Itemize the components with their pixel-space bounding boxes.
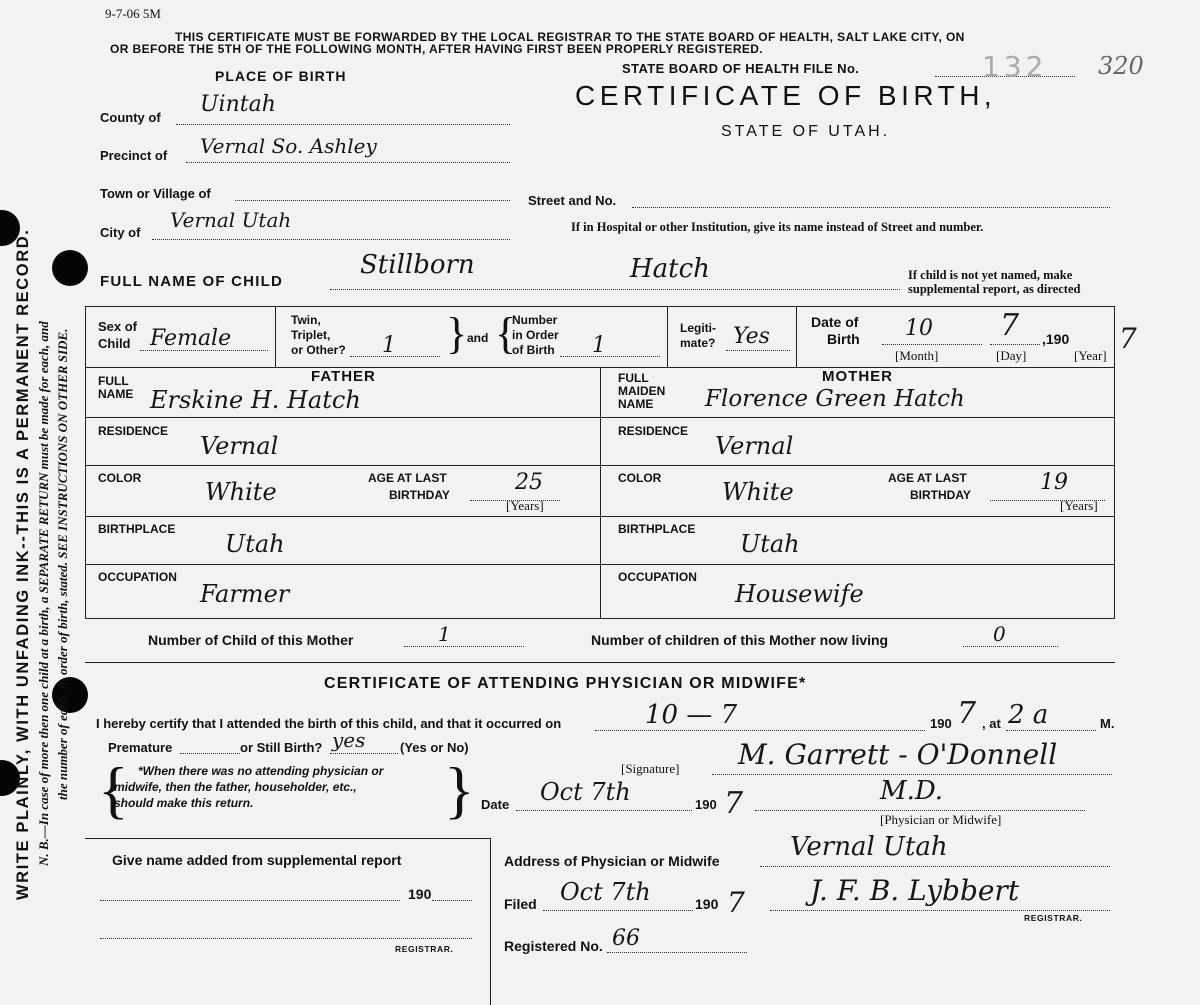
unnamed-note2: supplemental report, as directed [908,282,1081,296]
yes-no-label: (Yes or No) [400,740,469,755]
city-label: City of [100,225,141,240]
dob-day: 7 [1000,308,1020,343]
father-age-label1: AGE AT LAST [368,471,447,485]
street-label: Street and No. [528,193,617,208]
father-name-label1: FULL [98,374,129,388]
order-label1: Number [512,313,558,327]
hospital-note: If in Hospital or other Institution, give its name instead of Street and number. [571,220,984,234]
physician-md: M.D. [880,776,944,806]
supplemental-heading: Give name added from supplemental report [112,852,402,868]
registered-label: Registered No. [504,938,603,954]
form-code: 9-7-06 5M [105,6,161,21]
file-label: STATE BOARD OF HEALTH FILE No. [622,61,860,76]
mother-occupation-value: Housewife [735,580,864,608]
side-note-line2: the number of each, in order of birth, stated. SEE INSTRUCTIONS ON OTHER SIDE. [55,328,70,800]
dob-year: 7 [1119,322,1137,355]
premature-label: Premature [108,740,173,755]
registrar-label: REGISTRAR. [1024,913,1083,923]
side-notice-text: WRITE PLAINLY, WITH UNFADING INK--THIS IS A PERMANENT RECORD. [14,228,32,900]
mother-birthplace-label: BIRTHPLACE [618,522,696,536]
father-age-label2: BIRTHDAY [389,488,450,502]
mother-age-value: 19 [1040,470,1068,495]
mother-age-label1: AGE AT LAST [888,471,967,485]
father-occupation-value: Farmer [200,580,290,608]
cert-date-label: Date [481,797,510,812]
registrar-signature: J. F. B. Lybbert [810,874,1020,907]
mother-age-label2: BIRTHDAY [910,488,971,502]
at-label: , at [982,716,1001,731]
mother-name-label3: NAME [618,397,654,411]
note-brace-left: { [98,754,129,825]
precinct-value: Vernal So. Ashley [200,134,377,158]
physician-note1: *When there was no attending physician or [138,764,384,778]
father-heading: FATHER [311,368,376,385]
order-label3: of Birth [512,343,555,357]
sex-label1: Sex of [98,319,138,334]
father-color-value: White [205,478,277,506]
cert-date-value: Oct 7th [540,778,631,806]
mother-color-label: COLOR [618,471,662,485]
city-value: Vernal Utah [170,208,292,232]
occurred-date: 10 — 7 [645,700,738,730]
punch-hole-upper [52,250,88,286]
mother-heading: MOTHER [822,368,893,385]
state-title: STATE OF UTAH. [721,123,891,140]
still-birth-value: yes [332,728,366,752]
living-value: 0 [993,622,1006,646]
corner-number: 320 [1098,52,1144,80]
certify-text: I hereby certify that I attended the birth of this child, and that it occurred on [96,716,562,731]
number-child-value: 1 [438,622,451,646]
signature-label: [Signature] [621,761,680,776]
twin-label2: Triplet, [291,328,331,342]
father-residence-label: RESIDENCE [98,424,169,438]
filed-year-digit: 7 [727,886,745,919]
occurred-year: 7 [957,696,977,731]
county-value: Uintah [200,92,276,117]
number-child-label: Number of Child of this Mother [148,632,354,648]
day-caption: [Day] [996,348,1027,363]
twin-brace: } [446,309,468,358]
filed-value: Oct 7th [560,878,651,906]
m-label: M. [1100,716,1115,731]
father-birthplace-value: Utah [225,530,285,558]
father-occupation-label: OCCUPATION [98,570,177,584]
cert-date-year-digit: 7 [724,786,744,821]
father-birthplace-label: BIRTHPLACE [98,522,176,536]
county-label: County of [100,110,161,125]
and-label: and [467,331,489,345]
child-first-name: Stillborn [360,250,475,280]
physician-signature: M. Garrett - O'Donnell [738,738,1058,771]
physician-note3: should make this return. [114,796,254,810]
father-years-caption: [Years] [506,498,544,513]
dob-label1: Date of [811,314,859,330]
mother-name-value: Florence Green Hatch [705,386,965,412]
father-age-value: 25 [515,470,543,495]
father-residence-value: Vernal [200,432,279,460]
mother-occupation-label: OCCUPATION [618,570,697,584]
father-name-value: Erskine H. Hatch [150,386,361,414]
legit-label1: Legiti- [680,321,716,335]
cert-date-year: 190 [695,797,717,812]
physician-heading: CERTIFICATE OF ATTENDING PHYSICIAN OR MIDWIFE* [324,675,807,692]
filed-label: Filed [504,896,537,912]
year-caption: [Year] [1074,348,1107,363]
registered-value: 66 [612,926,640,951]
side-note-line1: N. B.—In case of more then one child at a birth, a SEPARATE RETURN must be made for each, and [36,321,51,866]
physician-note2: midwife, then the father, householder, etc., [114,780,357,794]
town-label: Town or Village of [100,186,211,201]
order-label2: in Order [512,328,559,342]
dob-label2: Birth [827,331,860,347]
mother-color-value: White [722,478,794,506]
order-brace: { [495,309,517,358]
occurred-time: 2 a [1008,700,1049,730]
dob-year-prefix: ,190 [1042,331,1070,347]
sex-value: Female [150,326,232,351]
father-name-label2: NAME [98,387,134,401]
legit-value: Yes [733,324,770,349]
living-label: Number of children of this Mother now living [591,632,889,648]
occurred-year-prefix: 190 [930,716,952,731]
month-caption: [Month] [895,348,939,363]
address-label: Address of Physician or Midwife [504,853,720,869]
address-value: Vernal Utah [790,832,948,862]
mother-years-caption: [Years] [1060,498,1098,513]
precinct-label: Precinct of [100,148,168,163]
still-birth-label: or Still Birth? [240,740,323,755]
physician-caption: [Physician or Midwife] [880,812,1002,827]
father-color-label: COLOR [98,471,142,485]
mother-name-label1: FULL [618,371,649,385]
twin-value: 1 [382,333,396,358]
legit-label2: mate? [680,336,716,350]
supplemental-year: 190 [408,886,432,902]
dob-month: 10 [905,316,933,341]
unnamed-note1: If child is not yet named, make [908,268,1073,282]
note-brace-right: } [444,754,475,825]
filed-year: 190 [695,896,719,912]
certificate-title: CERTIFICATE OF BIRTH, [575,80,997,111]
supplemental-registrar: REGISTRAR. [395,944,454,954]
mother-residence-label: RESIDENCE [618,424,689,438]
file-number: 132 [982,50,1048,83]
sex-label2: Child [98,336,131,351]
mother-residence-value: Vernal [715,432,794,460]
place-of-birth-heading: PLACE OF BIRTH [215,68,347,84]
child-last-name: Hatch [630,254,710,284]
twin-label1: Twin, [291,313,321,327]
notice-line1: THIS CERTIFICATE MUST BE FORWARDED BY THE LOCAL REGISTRAR TO THE STATE BOARD OF HEALTH, SALT LAKE CITY, ON [175,30,965,44]
mother-birthplace-value: Utah [740,530,800,558]
twin-label3: or Other? [291,343,346,357]
mother-name-label2: MAIDEN [618,384,666,398]
order-value: 1 [592,333,606,358]
child-name-label: FULL NAME OF CHILD [100,273,283,290]
notice-line2: OR BEFORE THE 5TH OF THE FOLLOWING MONTH, AFTER HAVING FIRST BEEN PROPERLY REGISTERED. [110,42,764,56]
